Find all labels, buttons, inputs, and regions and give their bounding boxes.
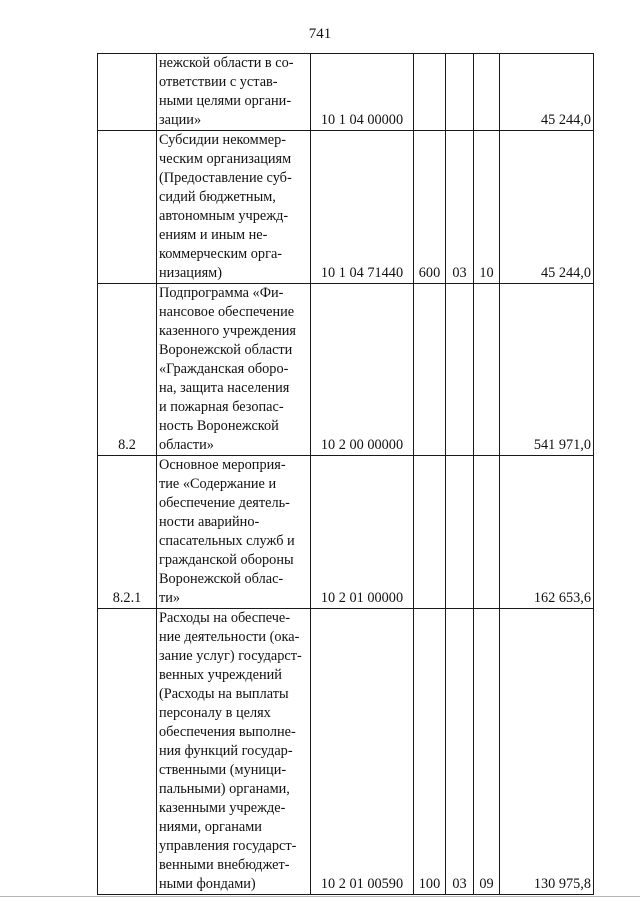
scan-edge-line — [0, 896, 640, 897]
budget-table — [97, 53, 594, 895]
row-expense-type — [414, 54, 446, 131]
row-number — [98, 609, 157, 895]
row-expense-type: 600 — [414, 131, 446, 284]
row-section — [446, 54, 474, 131]
table-row — [98, 284, 594, 456]
row-expense-type — [414, 456, 446, 609]
table-row — [98, 54, 594, 131]
row-target-code: 10 2 01 00000 — [311, 456, 414, 609]
row-expense-type: 100 — [414, 609, 446, 895]
row-sum: 162 653,6 — [500, 456, 594, 609]
row-number — [98, 131, 157, 284]
table-row — [98, 609, 594, 895]
row-name: нежской области в со- ответствии с устав- ными целями органи- зации» — [157, 54, 311, 131]
row-number: 8.2 — [98, 284, 157, 456]
row-target-code: 10 1 04 71440 — [311, 131, 414, 284]
row-name: Расходы на обеспече- ние деятельности (ока- зание услуг) государст- венных учреждений (Расходы на выплаты персоналу в целях обеспечения выполне- ния функций государ- ственными (муници- пальными) органами, казенными учрежде- ниями, органами управления государст- венными внебюджет- ными фондами) — [157, 609, 311, 895]
page-number: 741 — [308, 26, 332, 42]
row-number — [98, 54, 157, 131]
row-sum: 45 244,0 — [500, 131, 594, 284]
row-name: Подпрограмма «Фи- нансовое обеспечение казенного учреждения Воронежской области «Гражданская оборо- на, защита населения и пожарная безопас- ность Воронежской области» — [157, 284, 311, 456]
row-section — [446, 456, 474, 609]
row-subsection: 10 — [474, 131, 500, 284]
row-subsection: 09 — [474, 609, 500, 895]
row-section — [446, 284, 474, 456]
row-section: 03 — [446, 131, 474, 284]
row-name: Основное мероприя- тие «Содержание и обеспечение деятель- ности аварийно- спасательных служб и гражданской обороны Воронежской облас- ти» — [157, 456, 311, 609]
row-section: 03 — [446, 609, 474, 895]
table-row — [98, 131, 594, 284]
row-sum: 45 244,0 — [500, 54, 594, 131]
row-name: Субсидии некоммер- ческим организациям (Предоставление суб- сидий бюджетным, автономным учрежд- ениям и иным не- коммерческим орга- низациям) — [157, 131, 311, 284]
row-sum: 130 975,8 — [500, 609, 594, 895]
row-number: 8.2.1 — [98, 456, 157, 609]
row-sum: 541 971,0 — [500, 284, 594, 456]
row-subsection — [474, 456, 500, 609]
row-expense-type — [414, 284, 446, 456]
row-target-code: 10 1 04 00000 — [311, 54, 414, 131]
row-subsection — [474, 54, 500, 131]
table-row — [98, 456, 594, 609]
row-target-code: 10 2 00 00000 — [311, 284, 414, 456]
row-subsection — [474, 284, 500, 456]
row-target-code: 10 2 01 00590 — [311, 609, 414, 895]
